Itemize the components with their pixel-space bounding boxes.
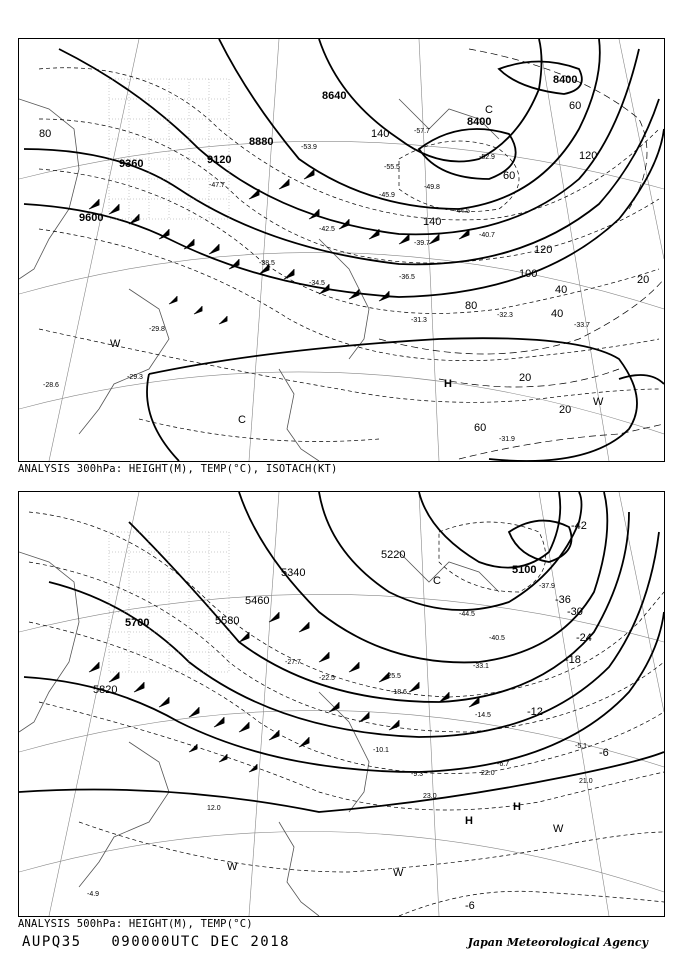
isotach-label: 60 [503,170,516,182]
station-value: -4.9 [87,891,100,898]
high-pressure-center: H [444,378,452,390]
map-300hpa-canvas [19,39,664,461]
temp-value: -53.9 [301,144,317,151]
isotach-label: 140 [371,128,390,140]
isotach-label: 40 [555,284,568,296]
warm-mark: W [393,867,404,879]
station-value: -37.9 [539,583,555,590]
station-value: 22.0 [481,770,495,777]
temp-value: -32.3 [497,312,513,319]
height-label: 5700 [125,617,150,629]
lower-chart-caption: ANALYSIS 500hPa: HEIGHT(M), TEMP(°C) [18,918,253,930]
temp-label: -24 [576,632,592,644]
chart-id: AUPQ35 [22,934,82,950]
graticule [19,39,664,461]
temp-value: -47.7 [209,182,225,189]
station-value: 12.0 [207,805,221,812]
height-label: 9600 [79,212,104,224]
temp-value: -39.7 [414,240,430,247]
station-value: 21.0 [579,778,593,785]
temp-value: -52.9 [479,154,495,161]
temp-label: -42 [571,520,587,532]
isotach-label: 40 [551,308,564,320]
valid-time: 090000UTC DEC 2018 [111,934,291,950]
temp-value: -29.8 [149,326,165,333]
isotach-label: 80 [465,300,478,312]
height-labels [93,549,536,696]
height-label: 8400 [553,74,578,86]
cold-center: C [238,414,246,426]
temp-label: -6 [599,747,609,759]
station-value: -27.7 [285,659,301,666]
station-value: -14.5 [475,712,491,719]
height-label: 5580 [215,615,240,627]
temp-value: -29.3 [127,374,143,381]
temp-value: -57.7 [414,128,430,135]
chart-id-line [22,934,290,950]
warm-mark: W [110,338,121,350]
cold-center: C [485,104,493,116]
station-value: -9.3 [411,771,424,778]
coastlines [19,99,499,461]
station-value: -25.5 [385,673,401,680]
grid-region [109,79,232,219]
station-value: -5.1 [575,743,588,750]
station-value: -22.5 [319,675,335,682]
warm-mark: W [227,861,238,873]
station-value: -18.6 [391,689,407,696]
temp-value: -42.5 [319,226,335,233]
map-500hpa [18,491,665,917]
temp-value: -31.9 [499,436,515,443]
height-label: 5220 [381,549,406,561]
isotach-label: 20 [637,274,650,286]
height-label: 8400 [467,116,492,128]
temp-value: -45.9 [379,192,395,199]
temp-value: -44.5 [454,208,470,215]
height-label: 5100 [512,564,537,576]
upper-chart-caption: ANALYSIS 300hPa: HEIGHT(M), TEMP(°C), ISOTACH(KT) [18,463,338,475]
isotach-label: 20 [519,372,532,384]
height-label: 8640 [322,90,347,102]
height-label: 5460 [245,595,270,607]
isotach-label: 60 [474,422,487,434]
temp-value: -38.5 [259,260,275,267]
height-label: 5340 [281,567,306,579]
station-value: 23.0 [423,793,437,800]
high-pressure-center: H [513,801,521,813]
station-value: -6.7 [497,761,510,768]
temp-contours [39,68,659,442]
height-label: 5820 [93,684,118,696]
isotach-label: 60 [569,100,582,112]
high-pressure-center: H [465,815,473,827]
grid-region [109,532,229,672]
temp-value: -55.5 [384,164,400,171]
graticule [19,492,664,916]
temp-value: -34.5 [309,280,325,287]
isotach-label: 100 [519,268,538,280]
temp-value: -28.6 [43,382,59,389]
warm-mark: W [593,396,604,408]
height-label: 8880 [249,136,274,148]
station-value: -10.1 [373,747,389,754]
map-500hpa-canvas [19,492,664,916]
station-value: -33.1 [473,663,489,670]
isotach-label: 20 [559,404,572,416]
warm-mark: W [553,823,564,835]
temp-label: -30 [567,606,583,618]
height-label: 9120 [207,154,232,166]
temp-contours [29,512,664,916]
temp-label: -36 [555,594,571,606]
isotach-label: 80 [39,128,52,140]
temp-label: -6 [465,900,475,912]
isotach-label: 120 [579,150,598,162]
isotach-label: 120 [534,244,553,256]
station-value: -40.5 [489,635,505,642]
temp-value: -49.8 [424,184,440,191]
station-value: -44.5 [459,611,475,618]
map-300hpa [18,38,665,462]
height-labels [79,74,577,224]
temp-value: -36.5 [399,274,415,281]
height-contours [24,39,664,461]
wind-barbs [89,612,479,772]
temp-value: -33.7 [574,322,590,329]
temp-value: -40.7 [479,232,495,239]
height-label: 9360 [119,158,144,170]
temp-label: -18 [565,654,581,666]
temp-value: -31.3 [411,317,427,324]
cold-center: C [433,575,441,587]
isotach-label: 140 [423,216,442,228]
temp-label: -12 [527,706,543,718]
agency-name: Japan Meteorological Agency [467,936,648,949]
station-values [87,583,593,898]
